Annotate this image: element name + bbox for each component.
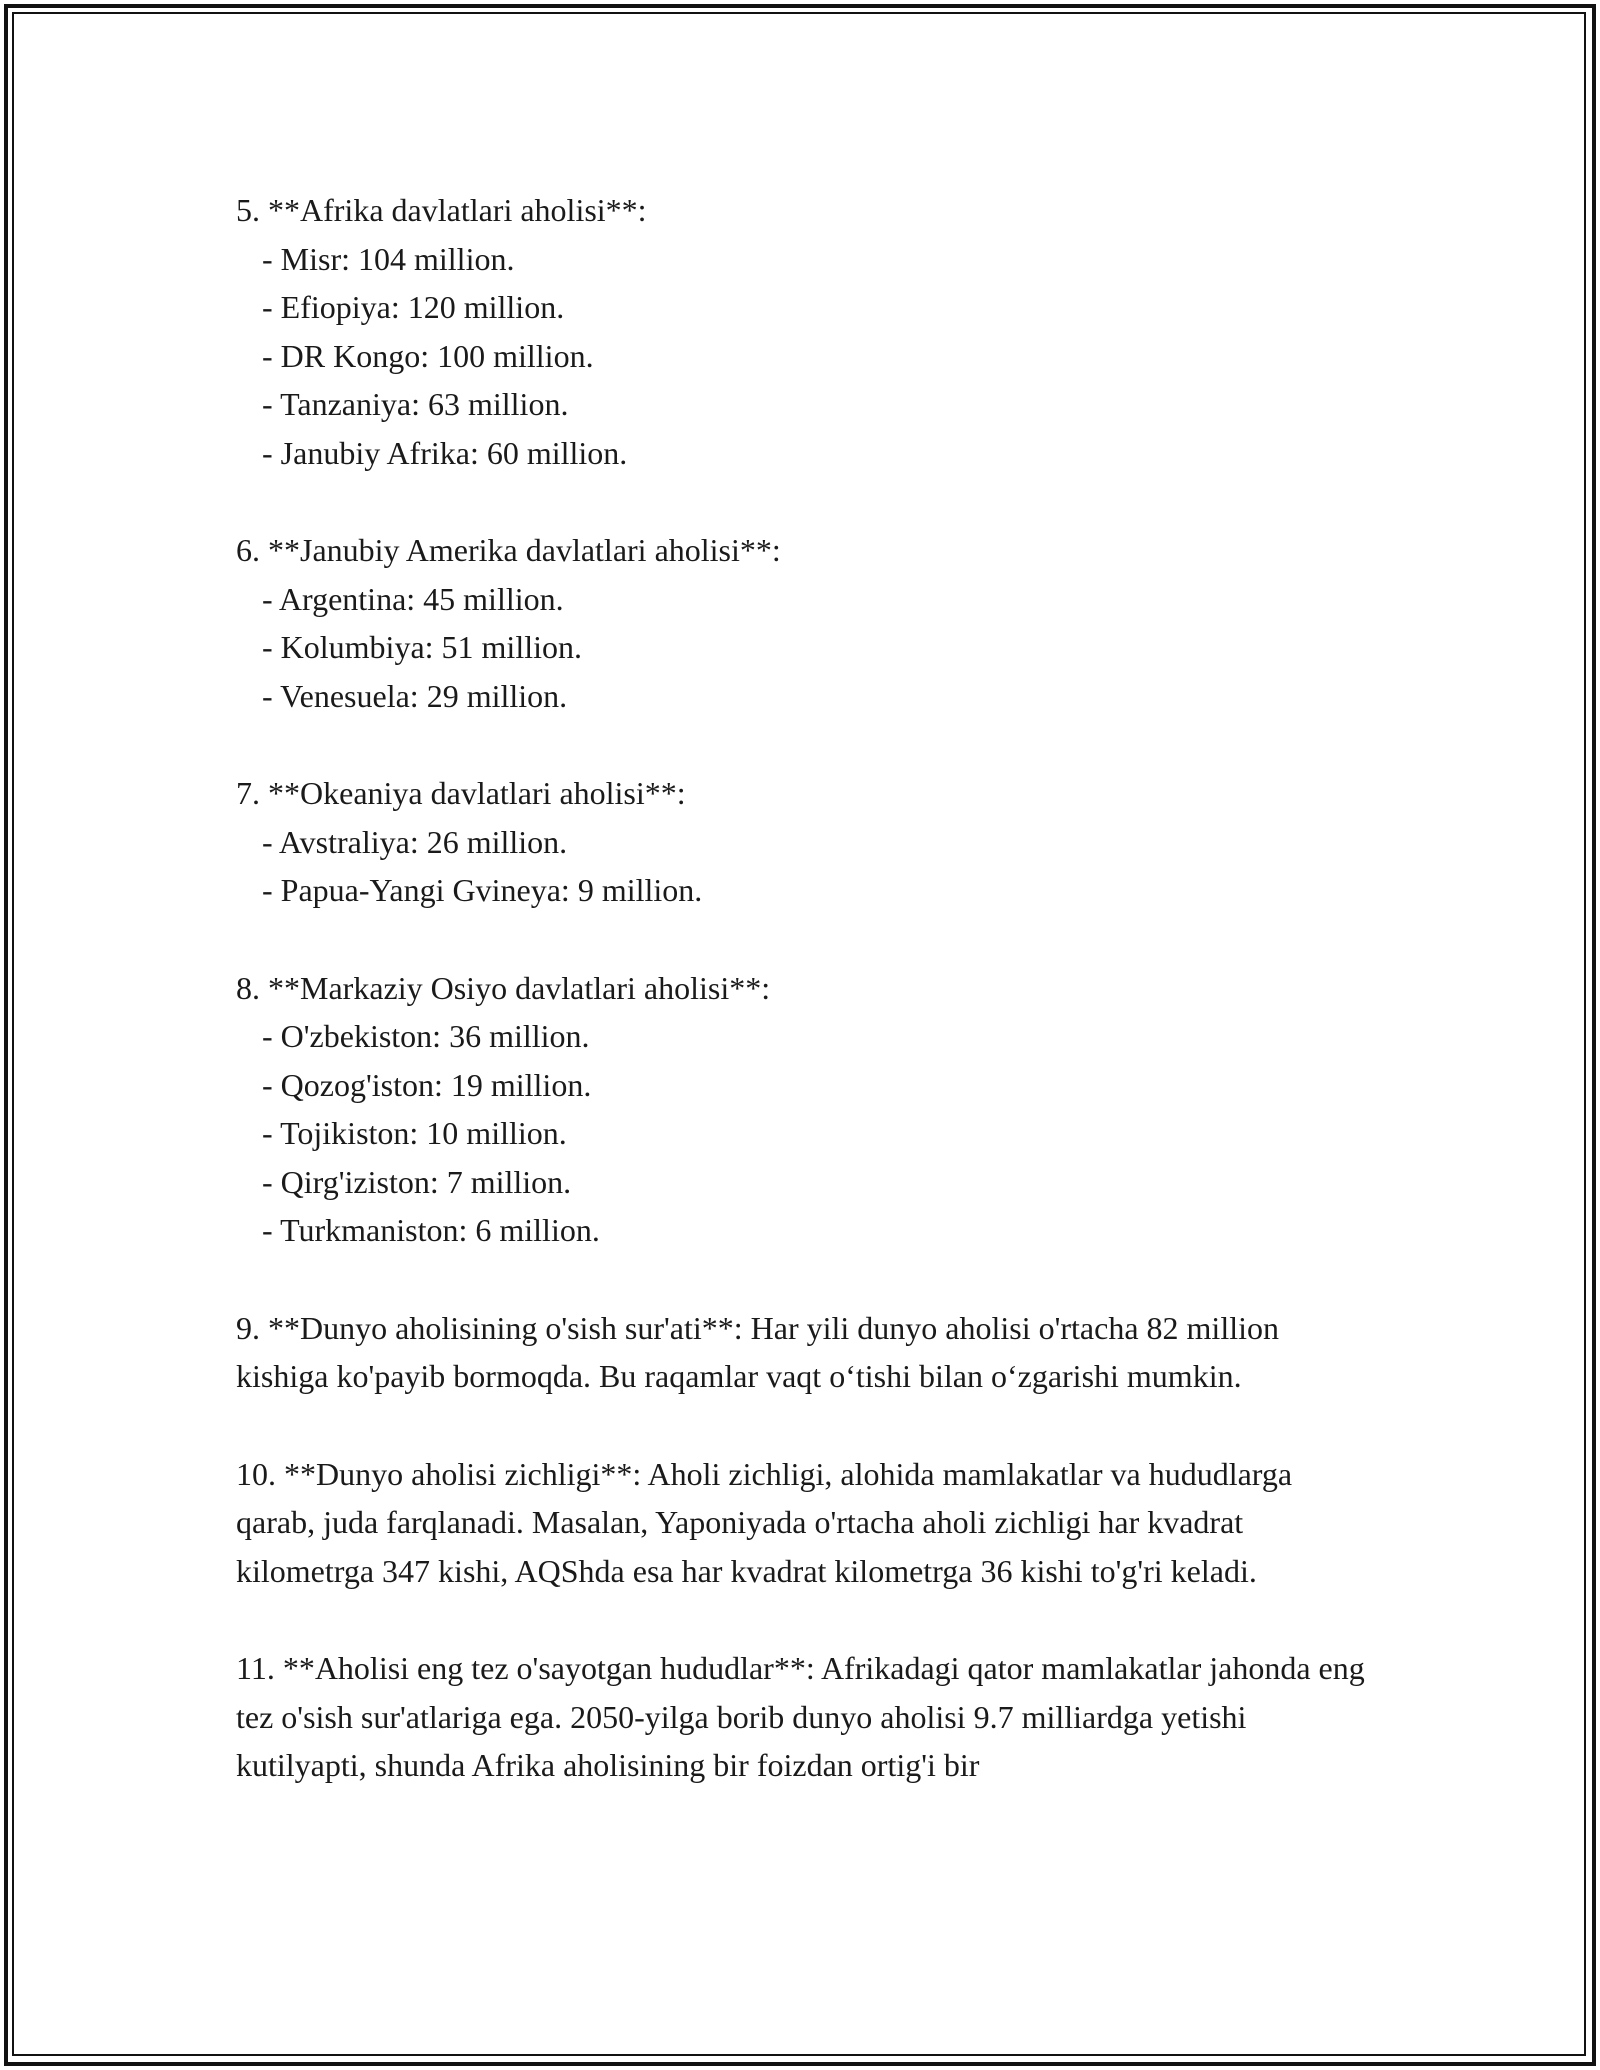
list-item: - O'zbekiston: 36 million. (262, 1018, 590, 1054)
list-item: - Qirg'iziston: 7 million. (262, 1163, 572, 1200)
section-heading: 5. **Afrika davlatlari aholisi**: (236, 192, 647, 228)
section-heading: 8. **Markaziy Osiyo davlatlari aholisi**: (236, 969, 771, 1006)
section-heading: 6. **Janubiy Amerika davlatlari aholisi**: (236, 532, 781, 568)
list-item: - Venesuela: 29 million. (262, 677, 568, 714)
section-oceania (236, 769, 1396, 915)
paragraph-text: 10. **Dunyo aholisi zichligi**: Aholi zichligi, alohida mamlakatlar va hududlarga qarab, juda farqlanadi. Masalan, Yaponiyada o'rtacha aholi zichligi har kvadrat kilometrga 347 kishi, AQShda esa har kvadrat kilometrga 36 kishi to'g'ri keladi. (236, 1455, 1293, 1589)
list-item: - Avstraliya: 26 million. (262, 823, 568, 860)
paragraph-growth-rate (236, 1304, 1396, 1401)
list-item: - Qozog'iston: 19 million. (262, 1066, 592, 1103)
paragraph-density (236, 1450, 1396, 1596)
list-item: - Papua-Yangi Gvineya: 9 million. (262, 872, 703, 908)
section-heading: 7. **Okeaniya davlatlari aholisi**: (236, 775, 686, 811)
list-item: - DR Kongo: 100 million. (262, 337, 594, 374)
paragraph-fastest-growing (236, 1644, 1396, 1790)
list-item: - Kolumbiya: 51 million. (262, 629, 582, 665)
document-body (236, 186, 1396, 1839)
section-south-america (236, 526, 1396, 720)
list-item: - Tojikiston: 10 million. (262, 1115, 567, 1151)
list-item: - Efiopiya: 120 million. (262, 289, 565, 325)
section-africa (236, 186, 1396, 477)
list-item: - Tanzaniya: 63 million. (262, 386, 569, 422)
list-item: - Janubiy Afrika: 60 million. (262, 434, 628, 471)
paragraph-text: 11. **Aholisi eng tez o'sayotgan hududlar**: Afrikadagi qator mamlakatlar jahonda eng tez o'sish sur'atlariga ega. 2050-yilga borib dunyo aholisi 9.7 milliardga yetishi kutilyapti, shunda Afrika aholisining bir foizdan ortig'i bir (236, 1650, 1365, 1783)
list-item: - Turkmaniston: 6 million. (262, 1212, 600, 1248)
section-central-asia (236, 964, 1396, 1255)
list-item: - Argentina: 45 million. (262, 580, 564, 617)
paragraph-text: 9. **Dunyo aholisining o'sish sur'ati**: Har yili dunyo aholisi o'rtacha 82 million kishiga ko'payib bormoqda. Bu raqamlar vaqt o‘tishi bilan o‘zgarishi mumkin. (236, 1309, 1279, 1394)
list-item: - Misr: 104 million. (262, 240, 515, 277)
